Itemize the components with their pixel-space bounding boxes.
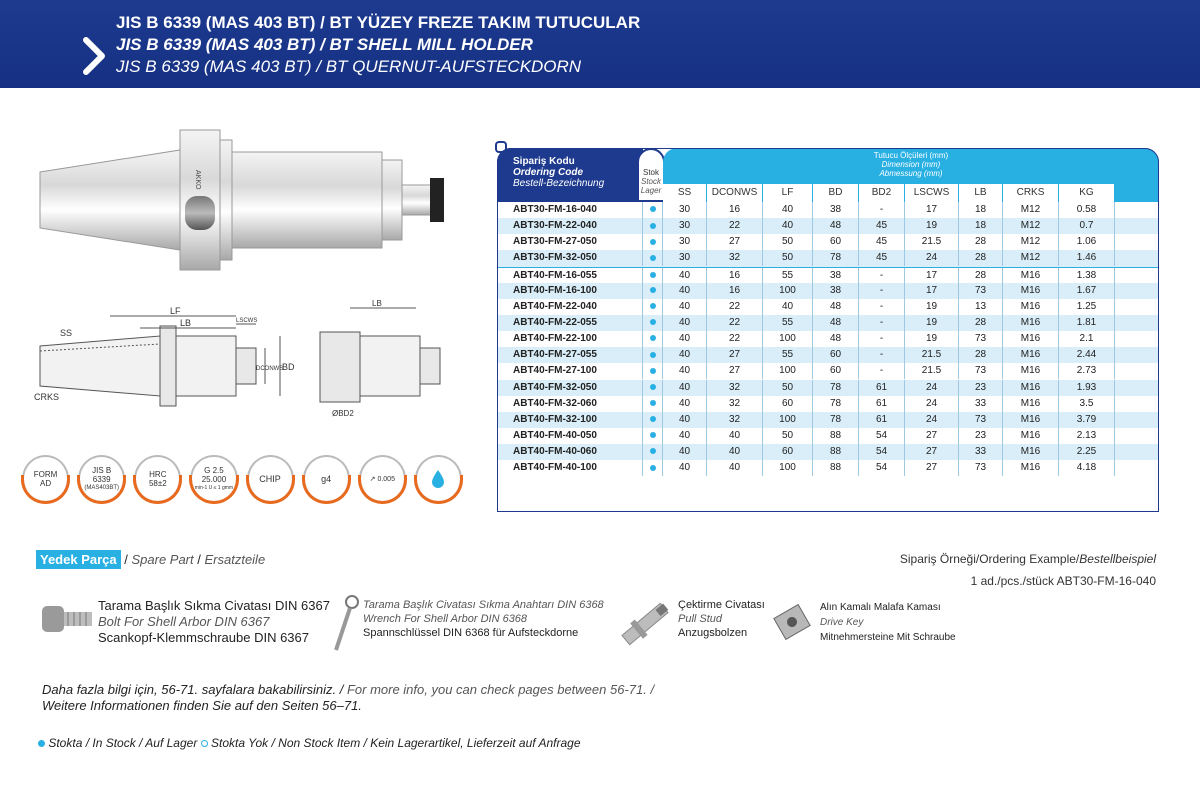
table-cell: 100 xyxy=(763,412,813,428)
table-cell: 60 xyxy=(813,363,859,379)
coolant-icon xyxy=(415,455,462,503)
column-header: CRKS xyxy=(1003,184,1059,202)
column-header: LSCWS xyxy=(905,184,959,202)
table-cell: 73 xyxy=(959,412,1003,428)
in-stock-dot-icon xyxy=(650,352,656,358)
column-header: BD xyxy=(813,184,859,202)
table-cell: 22 xyxy=(707,299,763,315)
table-cell: 40 xyxy=(663,428,707,444)
table-cell: 30 xyxy=(663,250,707,266)
in-stock-dot-icon xyxy=(650,416,656,422)
table-cell: - xyxy=(859,268,905,284)
table-cell: M12 xyxy=(1003,234,1059,250)
table-cell: 38 xyxy=(813,268,859,284)
pull-stud-icon xyxy=(614,596,676,652)
table-row xyxy=(497,250,1159,266)
table-cell: 23 xyxy=(959,380,1003,396)
lscws-label: LSCWS xyxy=(236,318,258,324)
table-cell: 22 xyxy=(707,315,763,331)
page-header xyxy=(0,0,1200,88)
jis-standard-icon: JIS B 6339 (MAS403BT) xyxy=(78,455,125,503)
in-stock-dot-icon xyxy=(650,206,656,212)
column-header: LF xyxy=(763,184,813,202)
table-cell: M16 xyxy=(1003,268,1059,284)
non-stock-circle-icon xyxy=(201,740,208,747)
table-cell: 32 xyxy=(707,380,763,396)
spare-part-title: Yedek Parça / Spare Part / Ersatzteile xyxy=(36,552,265,567)
table-cell: 40 xyxy=(663,363,707,379)
table-cell: 28 xyxy=(959,234,1003,250)
hrc-icon: HRC 58±2 xyxy=(134,455,181,503)
table-cell: 50 xyxy=(763,380,813,396)
table-cell: 27 xyxy=(707,234,763,250)
in-stock-dot-icon xyxy=(650,400,656,406)
table-cell: 40 xyxy=(663,315,707,331)
in-stock-dot-icon xyxy=(650,465,656,471)
table-cell: 40 xyxy=(707,444,763,460)
table-cell: 1.67 xyxy=(1059,283,1115,299)
in-stock-dot-icon xyxy=(650,303,656,309)
wrench-icon xyxy=(330,594,360,654)
table-cell: 73 xyxy=(959,363,1003,379)
chip-icon: CHIP xyxy=(247,455,294,503)
table-cell: M16 xyxy=(1003,380,1059,396)
table-cell: M16 xyxy=(1003,363,1059,379)
table-cell: 4.18 xyxy=(1059,460,1115,476)
table-cell: 30 xyxy=(663,234,707,250)
table-cell: 40 xyxy=(663,283,707,299)
table-cell: - xyxy=(859,202,905,218)
ordering-code-cell: ABT40-FM-32-100 xyxy=(497,412,643,428)
table-cell: 40 xyxy=(663,412,707,428)
dconws-label: DCONWS xyxy=(256,366,284,372)
table-cell: 27 xyxy=(905,428,959,444)
table-row xyxy=(497,396,1159,412)
table-cell: 1.38 xyxy=(1059,268,1115,284)
table-cell: 1.81 xyxy=(1059,315,1115,331)
column-header: KG xyxy=(1059,184,1115,202)
table-cell: 88 xyxy=(813,428,859,444)
bd2-label: ØBD2 xyxy=(332,409,354,418)
table-cell: - xyxy=(859,331,905,347)
table-cell: 55 xyxy=(763,315,813,331)
table-cell: 40 xyxy=(663,299,707,315)
table-cell: 32 xyxy=(707,412,763,428)
table-cell: 24 xyxy=(905,412,959,428)
table-cell: 55 xyxy=(763,347,813,363)
table-cell: M16 xyxy=(1003,347,1059,363)
table-cell: 1.93 xyxy=(1059,380,1115,396)
ordering-code-cell: ABT40-FM-22-040 xyxy=(497,299,643,315)
stock-cell xyxy=(643,283,663,299)
table-cell: 0.7 xyxy=(1059,218,1115,234)
table-cell: 19 xyxy=(905,315,959,331)
stock-cell xyxy=(643,218,663,234)
in-stock-dot-icon xyxy=(650,239,656,245)
in-stock-dot-icon xyxy=(650,272,656,278)
table-cell: 21.5 xyxy=(905,363,959,379)
dimension-header: Tutucu Ölçüleri (mm) Dimension (mm) Abmessung (mm) SS DCONWS LF BD BD2 LSCWS LB CRKS KG xyxy=(663,148,1159,202)
table-cell: 45 xyxy=(859,218,905,234)
stock-cell xyxy=(643,315,663,331)
runout-icon: ↗ 0.005 xyxy=(359,455,406,503)
table-cell: M16 xyxy=(1003,299,1059,315)
table-cell: 88 xyxy=(813,444,859,460)
stock-cell xyxy=(643,412,663,428)
table-cell: 40 xyxy=(663,380,707,396)
table-cell: 50 xyxy=(763,428,813,444)
spare-item-wrench: Tarama Başlık Civatası Sıkma Anahtarı DIN 6368 Wrench For Shell Arbor DIN 6368 Spannschlüssel DIN 6368 für Aufsteckdorne xyxy=(363,599,604,639)
table-cell: 13 xyxy=(959,299,1003,315)
table-cell: 30 xyxy=(663,202,707,218)
table-cell: 50 xyxy=(763,250,813,266)
table-cell: M16 xyxy=(1003,396,1059,412)
table-cell: 17 xyxy=(905,283,959,299)
table-cell: 78 xyxy=(813,412,859,428)
table-cell: 24 xyxy=(905,250,959,266)
header-title-tr: JIS B 6339 (MAS 403 BT) / BT YÜZEY FREZE TAKIM TUTUCULAR xyxy=(116,13,641,32)
table-row xyxy=(497,315,1159,331)
ordering-code-cell: ABT40-FM-16-055 xyxy=(497,268,643,284)
table-row xyxy=(497,460,1159,476)
ordering-code-cell: ABT40-FM-40-050 xyxy=(497,428,643,444)
table-cell: 48 xyxy=(813,218,859,234)
table-cell: M16 xyxy=(1003,412,1059,428)
table-cell: 50 xyxy=(763,234,813,250)
ordering-example: Sipariş Örneği/Ordering Example/Bestellbeispiel 1 ad./pcs./stück ABT30-FM-16-040 xyxy=(899,552,1156,588)
ordering-code-cell: ABT30-FM-16-040 xyxy=(497,202,643,218)
table-cell: 27 xyxy=(707,363,763,379)
table-cell: 48 xyxy=(813,299,859,315)
table-row xyxy=(497,347,1159,363)
drive-key-icon xyxy=(770,600,814,644)
table-cell: 2.44 xyxy=(1059,347,1115,363)
table-cell: 23 xyxy=(959,428,1003,444)
table-cell: 73 xyxy=(959,331,1003,347)
table-cell: - xyxy=(859,315,905,331)
table-cell: 38 xyxy=(813,283,859,299)
table-cell: 2.25 xyxy=(1059,444,1115,460)
table-cell: 40 xyxy=(663,396,707,412)
table-cell: 100 xyxy=(763,460,813,476)
table-cell: 88 xyxy=(813,460,859,476)
table-cell: 2.73 xyxy=(1059,363,1115,379)
table-row xyxy=(497,299,1159,315)
table-cell: 28 xyxy=(959,347,1003,363)
table-cell: 17 xyxy=(905,202,959,218)
header-title-de: JIS B 6339 (MAS 403 BT) / BT QUERNUT-AUFSTECKDORN xyxy=(116,57,582,76)
table-cell: 1.25 xyxy=(1059,299,1115,315)
more-info-note: Daha fazla bilgi için, 56-71. sayfalara bakabilirsiniz. / For more info, you can check pages between 56-71. / Weitere Informationen finden Sie auf den Seiten 56–71. xyxy=(42,682,655,713)
bd-label: BD xyxy=(282,362,295,372)
stock-cell xyxy=(643,396,663,412)
ss-label: SS xyxy=(60,328,73,338)
product-image xyxy=(30,110,460,290)
table-cell: 1.06 xyxy=(1059,234,1115,250)
table-cell: 33 xyxy=(959,444,1003,460)
in-stock-dot-icon xyxy=(650,319,656,325)
stock-legend: Stokta / In Stock / Auf Lager Stokta Yok / Non Stock Item / Kein Lagerartikel, Lieferzeit auf Anfrage xyxy=(38,736,581,750)
g4-icon: g4 xyxy=(303,455,350,503)
table-cell: 18 xyxy=(959,218,1003,234)
feature-icons xyxy=(22,455,462,515)
ordering-code-cell: ABT30-FM-22-040 xyxy=(497,218,643,234)
in-stock-dot-icon xyxy=(650,448,656,454)
table-cell: M16 xyxy=(1003,444,1059,460)
table-cell: 28 xyxy=(959,315,1003,331)
ordering-code-cell: ABT40-FM-40-060 xyxy=(497,444,643,460)
table-cell: 16 xyxy=(707,283,763,299)
table-cell: 40 xyxy=(663,268,707,284)
stock-cell xyxy=(643,363,663,379)
crks-label: CRKS xyxy=(34,392,60,402)
table-cell: 40 xyxy=(663,460,707,476)
table-cell: 78 xyxy=(813,380,859,396)
ordering-code-cell: ABT40-FM-16-100 xyxy=(497,283,643,299)
chevron-right-icon xyxy=(80,36,108,76)
table-cell: 21.5 xyxy=(905,347,959,363)
table-body xyxy=(497,202,1159,476)
ordering-code-header: Sipariş Kodu Ordering Code Bestell-Bezeichnung xyxy=(497,148,643,202)
table-row xyxy=(497,380,1159,396)
table-cell: 54 xyxy=(859,444,905,460)
table-cell: 27 xyxy=(905,444,959,460)
spare-item-pull-stud: Çektirme Civatası Pull Stud Anzugsbolzen xyxy=(678,599,765,639)
ordering-code-cell: ABT40-FM-22-055 xyxy=(497,315,643,331)
lb2-label: LB xyxy=(372,299,382,308)
table-cell: 3.79 xyxy=(1059,412,1115,428)
table-cell: 100 xyxy=(763,283,813,299)
table-cell: 32 xyxy=(707,396,763,412)
table-cell: 40 xyxy=(763,299,813,315)
in-stock-dot-icon xyxy=(650,287,656,293)
spec-table xyxy=(497,140,1159,514)
table-cell: 24 xyxy=(905,380,959,396)
column-header: LB xyxy=(959,184,1003,202)
table-cell: 60 xyxy=(763,396,813,412)
table-cell: - xyxy=(859,283,905,299)
table-cell: - xyxy=(859,347,905,363)
table-cell: 73 xyxy=(959,283,1003,299)
table-cell: 38 xyxy=(813,202,859,218)
table-cell: 33 xyxy=(959,396,1003,412)
table-cell: 40 xyxy=(763,202,813,218)
table-cell: 55 xyxy=(763,268,813,284)
table-cell: M16 xyxy=(1003,331,1059,347)
table-row xyxy=(497,331,1159,347)
ordering-code-cell: ABT40-FM-32-050 xyxy=(497,380,643,396)
table-row xyxy=(497,412,1159,428)
ordering-code-cell: ABT30-FM-32-050 xyxy=(497,250,643,266)
table-cell: 2.13 xyxy=(1059,428,1115,444)
table-cell: M12 xyxy=(1003,202,1059,218)
in-stock-dot-icon xyxy=(650,335,656,341)
ordering-code-cell: ABT40-FM-27-055 xyxy=(497,347,643,363)
table-cell: M12 xyxy=(1003,250,1059,266)
table-cell: 2.1 xyxy=(1059,331,1115,347)
table-row xyxy=(497,267,1159,283)
form-ad-icon: FORM AD xyxy=(22,455,69,503)
table-cell: 21.5 xyxy=(905,234,959,250)
table-cell: 45 xyxy=(859,250,905,266)
table-cell: 60 xyxy=(763,444,813,460)
table-row xyxy=(497,234,1159,250)
table-cell: 18 xyxy=(959,202,1003,218)
lb-label: LB xyxy=(180,318,192,328)
column-header: SS xyxy=(663,184,707,202)
bolt-icon xyxy=(38,600,96,640)
ordering-code-cell: ABT40-FM-40-100 xyxy=(497,460,643,476)
table-cell: 16 xyxy=(707,202,763,218)
table-cell: 45 xyxy=(859,234,905,250)
table-cell: 60 xyxy=(813,347,859,363)
table-cell: 28 xyxy=(959,250,1003,266)
stock-cell xyxy=(643,444,663,460)
table-row xyxy=(497,218,1159,234)
table-cell: 61 xyxy=(859,396,905,412)
table-cell: 0.58 xyxy=(1059,202,1115,218)
table-cell: M16 xyxy=(1003,428,1059,444)
table-cell: 54 xyxy=(859,460,905,476)
table-cell: 27 xyxy=(905,460,959,476)
balance-icon: G 2.5 25.000 min-1 U ≤ 1 gmm xyxy=(190,455,237,503)
stock-cell xyxy=(643,299,663,315)
column-header: BD2 xyxy=(859,184,905,202)
table-cell: 32 xyxy=(707,250,763,266)
table-cell: 40 xyxy=(663,347,707,363)
in-stock-dot-icon xyxy=(38,740,45,747)
spare-item-bolt: Tarama Başlık Sıkma Civatası DIN 6367 Bolt For Shell Arbor DIN 6367 Scankopf-Klemmschraube DIN 6367 xyxy=(98,598,330,645)
in-stock-dot-icon xyxy=(650,368,656,374)
stock-header: Stok Stock Lager xyxy=(637,148,665,202)
ordering-code-cell: ABT30-FM-27-050 xyxy=(497,234,643,250)
table-cell: 48 xyxy=(813,331,859,347)
table-row xyxy=(497,363,1159,379)
header-title-en: JIS B 6339 (MAS 403 BT) / BT SHELL MILL HOLDER xyxy=(116,35,533,54)
table-cell: 78 xyxy=(813,250,859,266)
lf-label: LF xyxy=(170,306,181,316)
table-cell: 30 xyxy=(663,218,707,234)
table-cell: 19 xyxy=(905,331,959,347)
table-cell: 100 xyxy=(763,363,813,379)
table-cell: 48 xyxy=(813,315,859,331)
stock-cell xyxy=(643,250,663,266)
table-cell: 60 xyxy=(813,234,859,250)
table-cell: 22 xyxy=(707,218,763,234)
table-cell: 3.5 xyxy=(1059,396,1115,412)
table-row xyxy=(497,202,1159,218)
table-cell: 40 xyxy=(707,428,763,444)
table-cell: 100 xyxy=(763,331,813,347)
table-row xyxy=(497,428,1159,444)
table-cell: 22 xyxy=(707,331,763,347)
stock-cell xyxy=(643,347,663,363)
table-cell: 61 xyxy=(859,412,905,428)
stock-cell xyxy=(643,234,663,250)
stock-cell xyxy=(643,268,663,284)
in-stock-dot-icon xyxy=(650,432,656,438)
table-cell: M12 xyxy=(1003,218,1059,234)
ordering-code-cell: ABT40-FM-32-060 xyxy=(497,396,643,412)
table-cell: 19 xyxy=(905,299,959,315)
spare-item-drive-key: Alın Kamalı Malafa Kaması Drive Key Mitnehmersteine Mit Schraube xyxy=(820,602,956,643)
column-header: DCONWS xyxy=(707,184,763,202)
table-row xyxy=(497,283,1159,299)
table-cell: 27 xyxy=(707,347,763,363)
table-cell: - xyxy=(859,363,905,379)
table-cell: M16 xyxy=(1003,283,1059,299)
table-cell: 17 xyxy=(905,268,959,284)
technical-drawing xyxy=(20,296,470,446)
stock-cell xyxy=(643,202,663,218)
table-cell: 28 xyxy=(959,268,1003,284)
stock-cell xyxy=(643,380,663,396)
table-cell: 73 xyxy=(959,460,1003,476)
table-cell: 16 xyxy=(707,268,763,284)
in-stock-dot-icon xyxy=(650,384,656,390)
table-cell: 1.46 xyxy=(1059,250,1115,266)
stock-cell xyxy=(643,331,663,347)
table-cell: 40 xyxy=(707,460,763,476)
stock-cell xyxy=(643,428,663,444)
table-row xyxy=(497,444,1159,460)
in-stock-dot-icon xyxy=(650,255,656,261)
brand-logo: AKKO xyxy=(194,170,201,190)
table-cell: 61 xyxy=(859,380,905,396)
table-cell: - xyxy=(859,299,905,315)
table-cell: M16 xyxy=(1003,460,1059,476)
in-stock-dot-icon xyxy=(650,223,656,229)
table-cell: 40 xyxy=(663,331,707,347)
ordering-code-cell: ABT40-FM-22-100 xyxy=(497,331,643,347)
table-cell: 40 xyxy=(663,444,707,460)
table-cell: M16 xyxy=(1003,315,1059,331)
table-cell: 24 xyxy=(905,396,959,412)
table-cell: 40 xyxy=(763,218,813,234)
stock-cell xyxy=(643,460,663,476)
table-cell: 19 xyxy=(905,218,959,234)
table-cell: 78 xyxy=(813,396,859,412)
table-cell: 54 xyxy=(859,428,905,444)
ordering-code-cell: ABT40-FM-27-100 xyxy=(497,363,643,379)
